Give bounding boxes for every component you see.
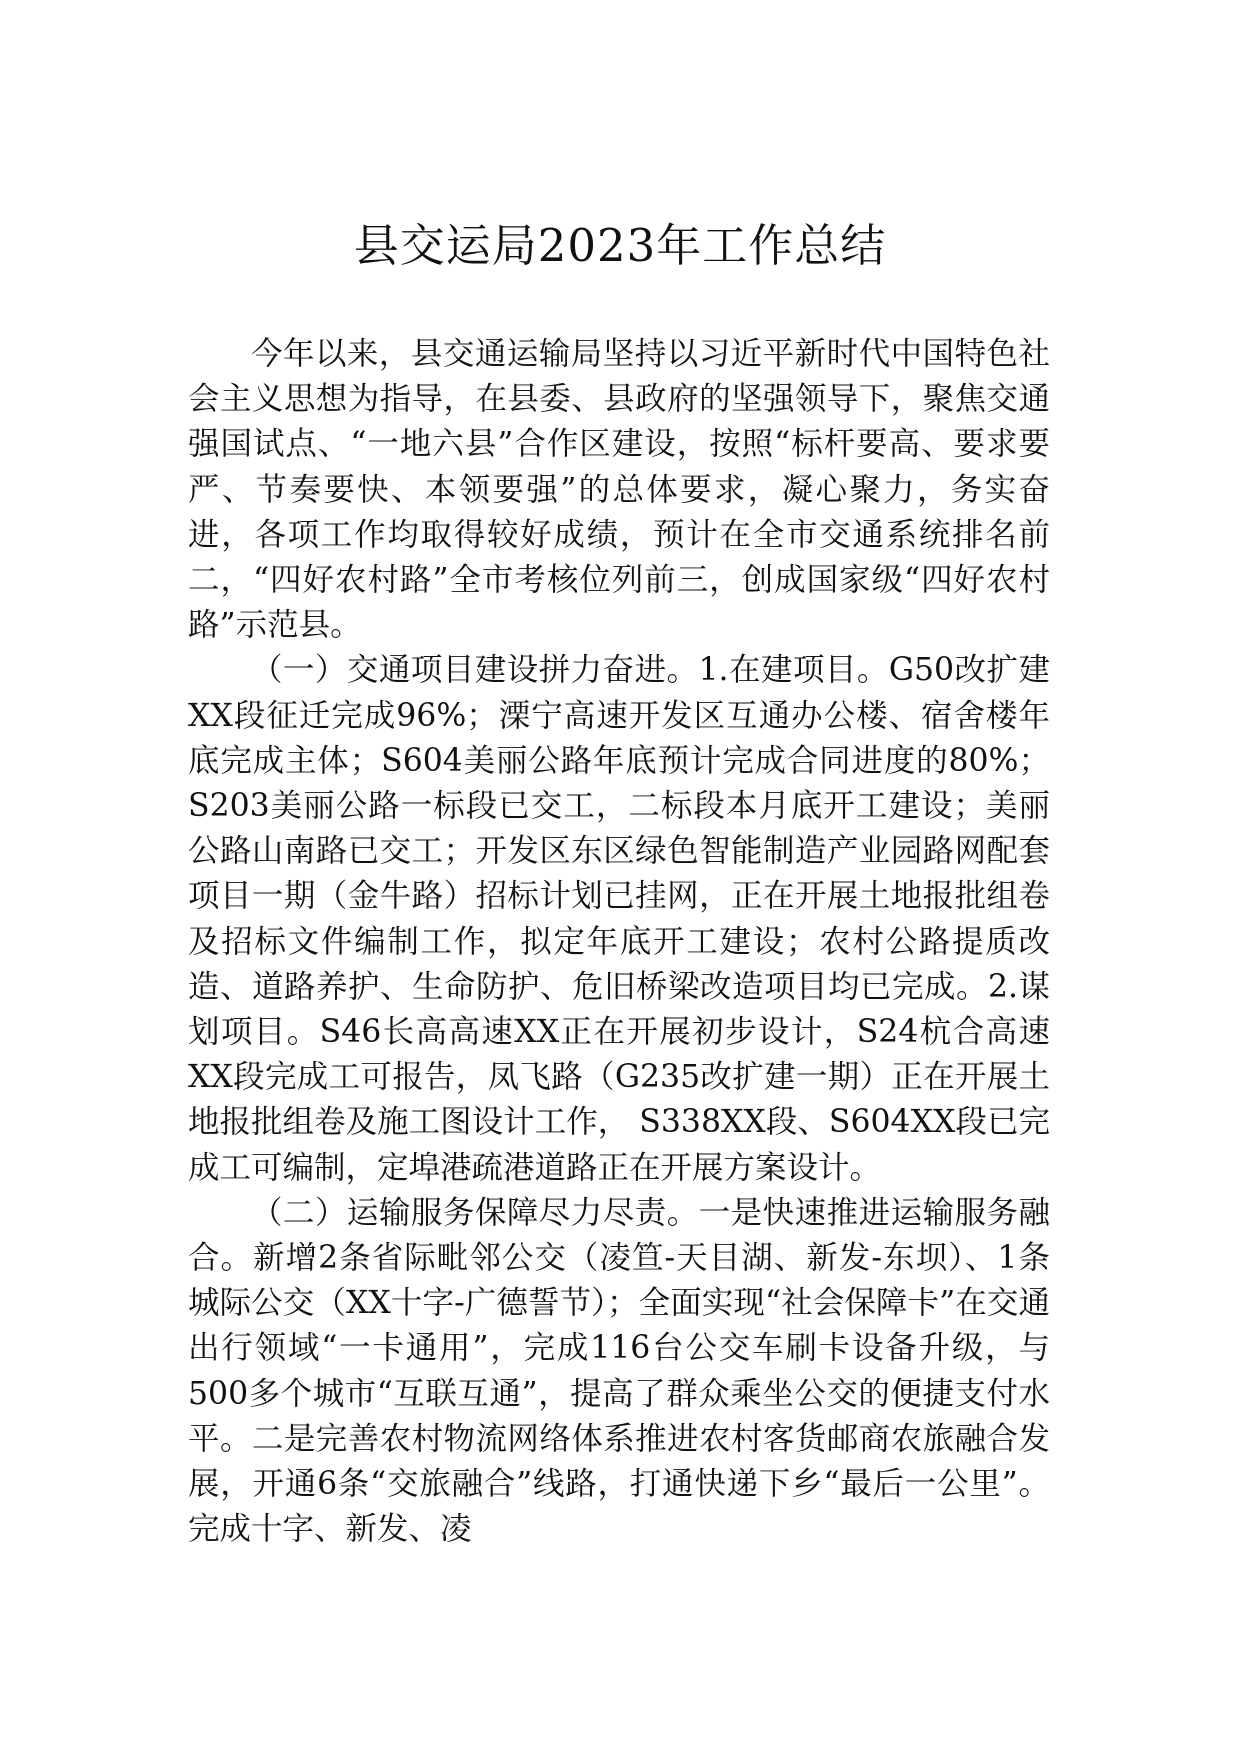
paragraph-intro: 今年以来，县交通运输局坚持以习近平新时代中国特色社会主义思想为指导，在县委、县政府的坚强领导下，聚焦交通强国试点、“一地六县”合作区建设，按照“标杆要高、要求要严、节奏要快、本领要强”的总体要求，凝心聚力，务实奋进，各项工作均取得较好成绩，预计在全市交通系统排名前二，“四好农村路”全市考核位列前三，创成国家级“四好农村路”示范县。 [188,336,1050,644]
paragraph-transport-service: （二）运输服务保障尽力尽责。一是快速推进运输服务融合。新增2条省际毗邻公交（凌笪-天目湖、新发-东坝）、1条城际公交（XX十字-广德誓节）；全面实现“社会保障卡”在交通出行领域“一卡通用”，完成116台公交车刷卡设备升级，与500多个城市“互联互通”，提高了群众乘坐公交的便捷支付水平。二是完善农村物流网络体系推进农村客货邮商农旅融合发展，开通6条“交旅融合”线路，打通快递下乡“最后一公里”。完成十字、新发、凌 [188,1194,1050,1548]
document-title: 县交运局2023年工作总结 [353,219,887,272]
document-body [188,332,1050,1552]
paragraph-project-construction: （一）交通项目建设拼力奋进。1.在建项目。G50改扩建XX段征迁完成96%；溧宁高速开发区互通办公楼、宿舍楼年底完成主体；S604美丽公路年底预计完成合同进度的80%；S203美丽公路一标段已交工，二标段本月底开工建设；美丽公路山南路已交工；开发区东区绿色智能制造产业园路网配套项目一期（金牛路）招标计划已挂网，正在开展土地报批组卷及招标文件编制工作，拟定年底开工建设；农村公路提质改造、道路养护、生命防护、危旧桥梁改造项目均已完成。2.谋划项目。S46长高高速XX正在开展初步设计，S24杭合高速XX段完成工可报告，凤飞路（G235改扩建一期）正在开展土地报批组卷及施工图设计工作， S338XX段、S604XX段已完成工可编制，定埠港疏港道路正在开展方案设计。 [188,652,1050,1186]
